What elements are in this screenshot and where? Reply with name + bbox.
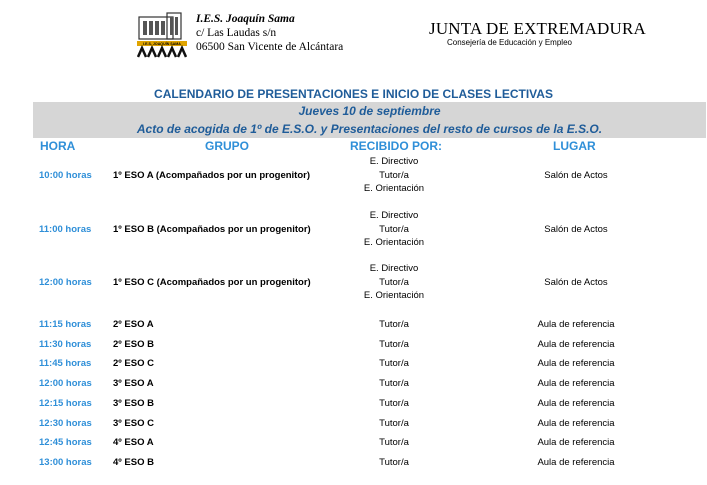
row-recibido: Tutor/a — [379, 437, 409, 449]
school-logo — [137, 9, 187, 59]
row-hora: 12:30 horas — [39, 417, 92, 429]
row-grupo: 4º ESO B — [113, 456, 154, 468]
row-recibido: Tutor/a — [379, 338, 409, 350]
row-recibido: Tutor/a — [379, 223, 409, 235]
row-recibido: Tutor/a — [379, 456, 409, 468]
event-band — [33, 102, 706, 138]
row-hora: 11:30 horas — [39, 338, 92, 350]
row-recibido: E. Orientación — [363, 183, 425, 194]
row-lugar: Salón de Actos — [544, 169, 608, 181]
col-grupo: GRUPO — [205, 139, 250, 153]
row-lugar: Aula de referencia — [537, 397, 615, 409]
junta-title: JUNTA DE EXTREMADURA — [429, 19, 647, 38]
row-grupo: 4º ESO A — [113, 437, 154, 449]
row-hora: 12:45 horas — [39, 437, 92, 449]
row-recibido: E. Directivo — [369, 263, 419, 274]
row-hora: 11:00 horas — [39, 223, 92, 235]
row-grupo: 3º ESO B — [113, 397, 154, 409]
row-recibido: Tutor/a — [379, 276, 409, 288]
row-recibido: Tutor/a — [379, 169, 409, 181]
table-header — [33, 139, 706, 154]
row-recibido: Tutor/a — [379, 319, 409, 330]
row-recibido: Tutor/a — [379, 417, 409, 429]
row-grupo: 1º ESO B (Acompañados por un progenitor) — [113, 223, 311, 235]
school-name: I.E.S. Joaquín Sama — [196, 13, 295, 25]
row-grupo: 1º ESO A (Acompañados por un progenitor) — [113, 169, 310, 181]
row-lugar: Aula de referencia — [537, 417, 615, 429]
row-hora: 11:45 horas — [39, 358, 92, 370]
row-hora: 13:00 horas — [39, 456, 92, 468]
row-hora: 12:00 horas — [39, 378, 92, 390]
event-description: Acto de acogida de 1º de E.S.O. y Presentaciones del resto de cursos de la E.S.O. — [136, 122, 603, 136]
junta-logo — [429, 20, 646, 48]
row-grupo: 1º ESO C (Acompañados por un progenitor) — [113, 276, 311, 288]
row-lugar: Aula de referencia — [537, 338, 615, 350]
row-hora: 12:00 horas — [39, 276, 92, 288]
row-recibido: Tutor/a — [379, 358, 409, 370]
row-lugar: Aula de referencia — [537, 358, 615, 370]
page-header — [0, 0, 707, 72]
row-recibido: E. Orientación — [363, 237, 425, 248]
row-grupo: 3º ESO C — [113, 417, 154, 429]
row-recibido: Tutor/a — [379, 378, 409, 390]
page-title: CALENDARIO DE PRESENTACIONES E INICIO DE CLASES LECTIVAS — [154, 87, 553, 101]
row-recibido: E. Directivo — [369, 156, 419, 167]
row-lugar: Salón de Actos — [544, 276, 608, 288]
row-lugar: Aula de referencia — [537, 456, 615, 468]
row-recibido: E. Orientación — [363, 290, 425, 301]
col-lugar: LUGAR — [553, 139, 596, 153]
row-lugar: Aula de referencia — [537, 319, 615, 330]
school-city: 06500 San Vicente de Alcántara — [196, 41, 344, 53]
col-recibido: RECIBIDO POR: — [350, 139, 443, 153]
row-grupo: 2º ESO C — [113, 358, 154, 370]
row-recibido: Tutor/a — [379, 397, 409, 409]
school-info — [196, 12, 343, 54]
row-recibido: E. Directivo — [369, 210, 419, 221]
row-grupo: 2º ESO B — [113, 338, 154, 350]
row-hora: 10:00 horas — [39, 169, 92, 181]
row-grupo: 2º ESO A — [113, 319, 154, 330]
logo-text: I.E.S. JOAQUÍN SAMA — [143, 41, 181, 46]
row-lugar: Aula de referencia — [537, 437, 615, 449]
row-lugar: Aula de referencia — [537, 378, 615, 390]
school-address: c/ Las Laudas s/n — [196, 27, 277, 39]
event-date: Jueves 10 de septiembre — [298, 104, 441, 118]
col-hora: HORA — [40, 139, 76, 153]
row-hora: 12:15 horas — [39, 397, 92, 409]
row-hora: 11:15 horas — [39, 319, 92, 330]
row-grupo: 3º ESO A — [113, 378, 154, 390]
junta-subtitle: Consejería de Educación y Empleo — [447, 38, 572, 47]
row-lugar: Salón de Actos — [544, 223, 608, 235]
